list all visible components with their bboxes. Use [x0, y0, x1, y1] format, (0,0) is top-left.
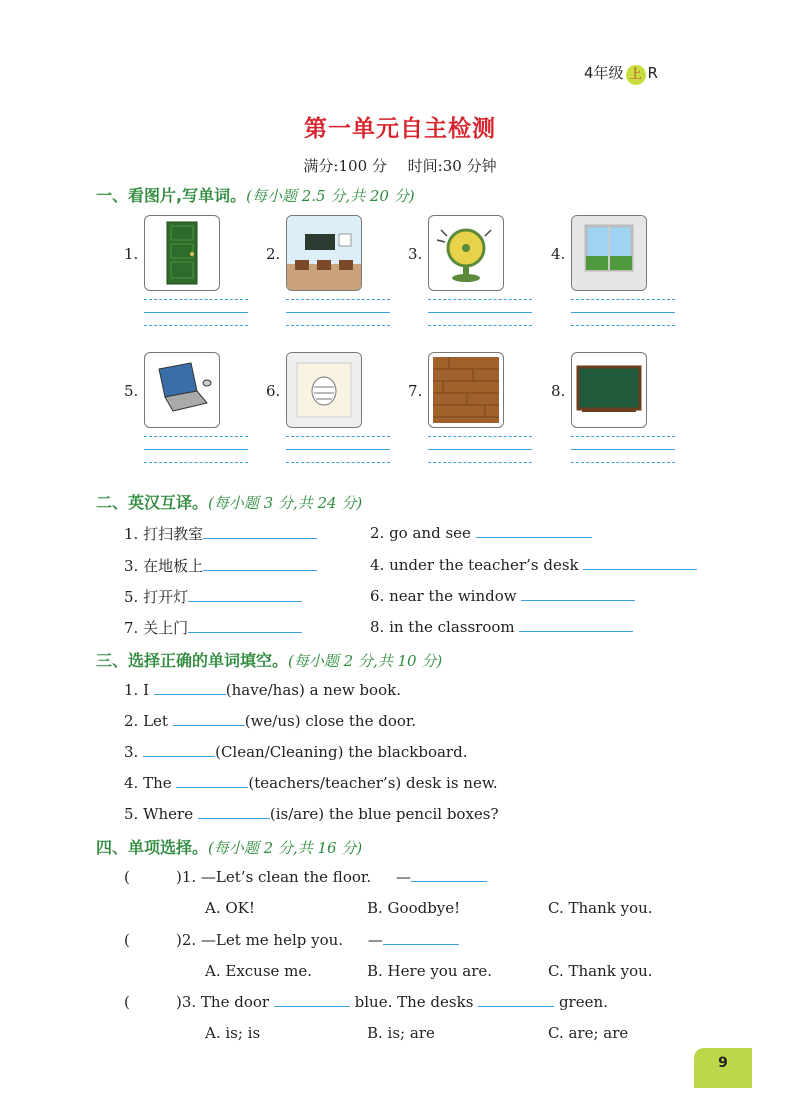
floor-icon — [428, 352, 504, 428]
fill-item-4 — [124, 773, 498, 792]
page-number: 9 — [694, 1048, 752, 1088]
fill-item-5 — [124, 804, 499, 823]
dash: — — [367, 931, 383, 949]
section-3-label: 三、选择正确的单词填空。 — [96, 651, 289, 670]
answer-lines[interactable] — [286, 299, 390, 338]
item-text: (have/has) a new book. — [225, 681, 401, 699]
fan-icon — [428, 215, 504, 291]
question-text: blue. The desks — [354, 993, 474, 1011]
item-text: (we/us) close the door. — [244, 712, 417, 730]
choice-question-1 — [124, 867, 487, 886]
picture-item-4 — [551, 215, 701, 355]
option-b[interactable]: B. is; are — [367, 1024, 435, 1042]
item-text: 5. 打开灯 — [124, 588, 189, 606]
window-icon — [571, 215, 647, 291]
answer-blank[interactable] — [203, 524, 317, 539]
item-text: (is/are) the blue pencil boxes? — [269, 805, 499, 823]
picture-item-7 — [408, 352, 558, 492]
grade-suffix: R — [647, 64, 658, 82]
grade-prefix: 4年级 — [584, 64, 624, 82]
translate-item-3 — [124, 555, 317, 576]
picture-number: 4. — [551, 245, 566, 263]
answer-blank[interactable] — [274, 992, 350, 1007]
picture-number: 3. — [408, 245, 423, 263]
picture-item-3 — [408, 215, 558, 355]
item-text: 5. Where — [124, 805, 194, 823]
item-text: 2. Let — [124, 712, 168, 730]
item-text: 7. 关上门 — [124, 619, 189, 637]
section-4-heading — [96, 835, 362, 858]
answer-blank[interactable] — [203, 556, 317, 571]
answer-blank[interactable] — [154, 680, 226, 695]
picture-item-1 — [124, 215, 274, 355]
choice-options-3 — [0, 1024, 800, 1044]
translate-item-4 — [370, 555, 697, 574]
section-4-note: (每小题 2 分,共 16 分) — [208, 839, 363, 857]
item-text: 4. under the teacher’s desk — [370, 556, 579, 574]
grade-label — [584, 62, 658, 85]
section-1-note: (每小题 2.5 分,共 20 分) — [246, 187, 415, 205]
answer-blank[interactable] — [411, 867, 487, 882]
question-text: )3. The door — [176, 993, 270, 1011]
answer-blank[interactable] — [519, 617, 633, 632]
choice-question-2 — [124, 930, 459, 949]
answer-blank[interactable] — [188, 618, 302, 633]
answer-blank[interactable] — [143, 742, 215, 757]
item-text: 3. 在地板上 — [124, 557, 204, 575]
answer-lines[interactable] — [144, 436, 248, 475]
laptop-icon — [144, 352, 220, 428]
option-a[interactable]: A. is; is — [205, 1024, 261, 1042]
question-text: )1. —Let’s clean the floor. — [176, 868, 372, 886]
answer-lines[interactable] — [144, 299, 248, 338]
answer-lines[interactable] — [571, 436, 675, 475]
translate-item-6 — [370, 586, 635, 605]
blackboard-icon — [571, 352, 647, 428]
question-text: )2. —Let me help you. — [176, 931, 344, 949]
picture-number: 1. — [124, 245, 139, 263]
answer-lines[interactable] — [286, 436, 390, 475]
classroom-icon — [286, 215, 362, 291]
item-text: 1. 打扫教室 — [124, 525, 204, 543]
translate-item-8 — [370, 617, 633, 636]
picture-number: 7. — [408, 382, 423, 400]
answer-blank[interactable] — [478, 992, 554, 1007]
answer-blank[interactable] — [188, 587, 302, 602]
section-2-label: 二、英汉互译。 — [96, 493, 209, 512]
answer-blank[interactable] — [521, 586, 635, 601]
choice-options-1 — [0, 899, 800, 919]
answer-blank[interactable] — [583, 555, 697, 570]
door-icon — [144, 215, 220, 291]
item-text: (teachers/teacher’s) desk is new. — [248, 774, 498, 792]
answer-paren[interactable]: ( — [124, 931, 130, 949]
item-text: 4. The — [124, 774, 172, 792]
option-c[interactable]: C. Thank you. — [548, 962, 653, 980]
translate-item-1 — [124, 523, 317, 544]
answer-lines[interactable] — [571, 299, 675, 338]
option-a[interactable]: A. OK! — [205, 899, 255, 917]
item-text: 8. in the classroom — [370, 618, 515, 636]
answer-blank[interactable] — [173, 711, 245, 726]
fill-item-2 — [124, 711, 416, 730]
picture-number: 5. — [124, 382, 139, 400]
answer-lines[interactable] — [428, 299, 532, 338]
dash: — — [395, 868, 411, 886]
answer-blank[interactable] — [198, 804, 270, 819]
section-4-label: 四、单项选择。 — [96, 838, 209, 857]
grade-volume-badge: 上 — [626, 65, 646, 85]
section-3-note: (每小题 2 分,共 10 分) — [288, 652, 443, 670]
section-1-label: 一、看图片,写单词。 — [96, 186, 247, 205]
answer-lines[interactable] — [428, 436, 532, 475]
picture-item-2 — [266, 215, 416, 355]
section-2-heading — [96, 490, 362, 513]
choice-options-2 — [0, 962, 800, 982]
section-3-heading — [96, 648, 442, 671]
picture-number: 6. — [266, 382, 281, 400]
answer-paren[interactable]: ( — [124, 993, 130, 1011]
page-title: 第一单元自主检测 — [304, 116, 496, 142]
answer-blank[interactable] — [383, 930, 459, 945]
fill-item-1 — [124, 680, 401, 699]
item-text: 3. — [124, 743, 139, 761]
item-text: (Clean/Cleaning) the blackboard. — [215, 743, 468, 761]
item-text: 2. go and see — [370, 524, 471, 542]
choice-question-3 — [124, 992, 608, 1011]
option-c[interactable]: C. Thank you. — [548, 899, 653, 917]
picture-item-8 — [551, 352, 701, 492]
translate-item-7 — [124, 617, 302, 638]
full-score: 满分:100 分 — [303, 157, 387, 175]
translate-item-2 — [370, 523, 592, 542]
option-a[interactable]: A. Excuse me. — [205, 962, 313, 980]
translate-item-5 — [124, 586, 302, 607]
exam-meta — [0, 155, 800, 176]
section-1-heading — [96, 183, 415, 206]
time-limit: 时间:30 分钟 — [407, 157, 497, 175]
option-b[interactable]: B. Here you are. — [367, 962, 493, 980]
option-c[interactable]: C. are; are — [548, 1024, 629, 1042]
question-text: green. — [558, 993, 608, 1011]
answer-blank[interactable] — [476, 523, 592, 538]
item-text: 1. I — [124, 681, 150, 699]
picture-item-6 — [266, 352, 416, 492]
fill-item-3 — [124, 742, 467, 761]
item-text: 6. near the window — [370, 587, 517, 605]
section-2-note: (每小题 3 分,共 24 分) — [208, 494, 363, 512]
option-b[interactable]: B. Goodbye! — [367, 899, 461, 917]
answer-paren[interactable]: ( — [124, 868, 130, 886]
picture-number: 2. — [266, 245, 281, 263]
light-icon — [286, 352, 362, 428]
picture-number: 8. — [551, 382, 566, 400]
answer-blank[interactable] — [176, 773, 248, 788]
picture-item-5 — [124, 352, 274, 492]
